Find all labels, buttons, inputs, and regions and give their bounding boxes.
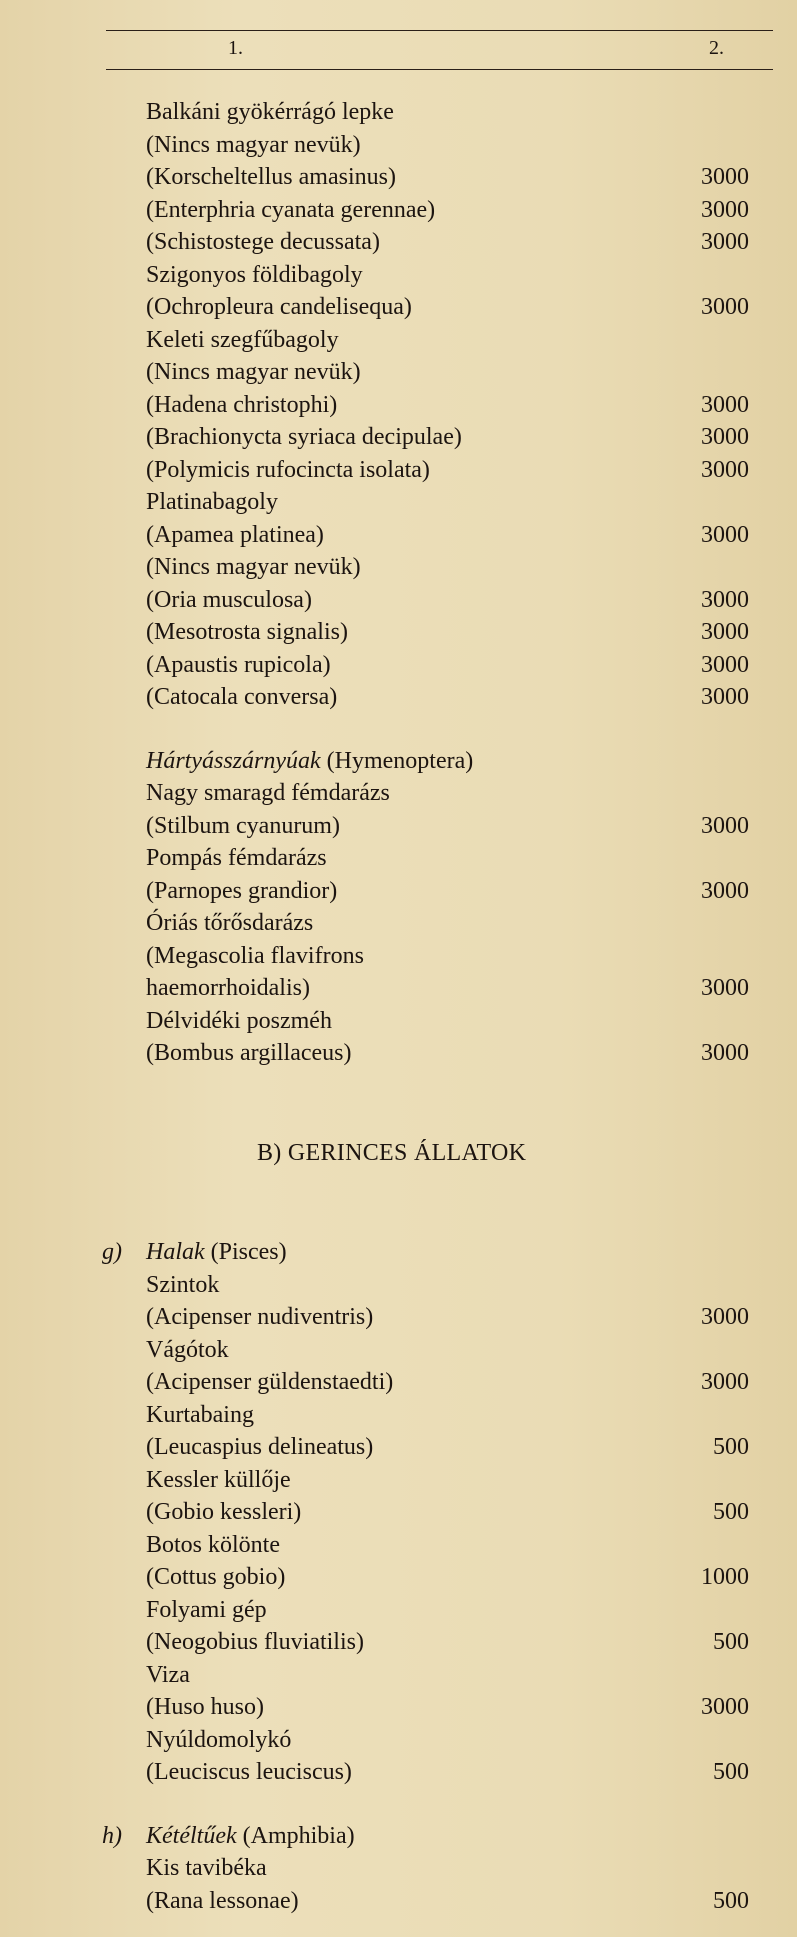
group-name-latin: (Hymenoptera) bbox=[320, 747, 474, 774]
species-value: 3000 bbox=[701, 391, 749, 418]
table-row bbox=[0, 1399, 797, 1432]
table-row bbox=[0, 1659, 797, 1692]
table-row bbox=[0, 1724, 797, 1757]
species-name: (Nincs magyar nevük) bbox=[146, 131, 361, 158]
species-value: 500 bbox=[713, 1759, 749, 1785]
row-spacer bbox=[0, 714, 797, 745]
species-name: Balkáni gyökérrágó lepke bbox=[146, 99, 394, 125]
species-value: 3000 bbox=[701, 196, 749, 223]
species-name: Nyúldomolykó bbox=[146, 1726, 292, 1753]
species-name: (Brachionycta syriaca decipulae) bbox=[146, 424, 462, 450]
table-row bbox=[0, 551, 797, 584]
group-heading bbox=[0, 745, 797, 778]
column-1-header: 1. bbox=[228, 37, 243, 59]
species-name: Keleti szegfűbagoly bbox=[146, 326, 339, 353]
table-row bbox=[0, 1594, 797, 1627]
table-row bbox=[0, 1626, 797, 1659]
species-name: (Ochropleura candelisequa) bbox=[146, 294, 412, 320]
species-name: Nagy smaragd fémdarázs bbox=[146, 780, 390, 806]
species-name: (Polymicis rufocincta isolata) bbox=[146, 456, 430, 483]
table-row bbox=[0, 161, 797, 194]
group-name-latin: (Pisces) bbox=[204, 1239, 287, 1265]
species-name: (Leuciscus leuciscus) bbox=[146, 1759, 352, 1785]
table-row bbox=[0, 356, 797, 389]
species-value: 500 bbox=[713, 1434, 749, 1460]
table-row bbox=[0, 810, 797, 843]
table-row bbox=[0, 842, 797, 875]
species-value: 3000 bbox=[701, 651, 749, 678]
group-name-hungarian: Kétéltűek bbox=[146, 1822, 237, 1849]
group-heading bbox=[0, 1820, 797, 1853]
species-name: haemorrhoidalis) bbox=[146, 975, 310, 1001]
table-row bbox=[0, 1529, 797, 1562]
species-list bbox=[0, 96, 797, 1917]
table-row bbox=[0, 1561, 797, 1594]
species-name: (Nincs magyar nevük) bbox=[146, 359, 361, 385]
section-heading-text: B) GERINCES ÁLLATOK bbox=[257, 1139, 527, 1166]
species-name: Platinabagoly bbox=[146, 489, 278, 515]
species-value: 3000 bbox=[701, 294, 749, 320]
species-name: Kurtabaing bbox=[146, 1401, 254, 1428]
species-name: Szintok bbox=[146, 1271, 220, 1298]
row-spacer bbox=[0, 1070, 797, 1137]
species-name: Délvidéki poszméh bbox=[146, 1007, 332, 1034]
species-name: (Leucaspius delineatus) bbox=[146, 1434, 374, 1460]
species-name: (Korscheltellus amasinus) bbox=[146, 164, 396, 190]
group-name-latin: (Amphibia) bbox=[236, 1822, 355, 1849]
table-row bbox=[0, 129, 797, 162]
row-spacer bbox=[0, 1169, 797, 1236]
table-row bbox=[0, 972, 797, 1005]
table-row bbox=[0, 907, 797, 940]
table-row bbox=[0, 519, 797, 552]
group-letter: h) bbox=[102, 1822, 122, 1849]
species-value: 3000 bbox=[701, 1694, 749, 1720]
table-row bbox=[0, 1852, 797, 1885]
table-row bbox=[0, 584, 797, 617]
table-row bbox=[0, 194, 797, 227]
species-value: 3000 bbox=[701, 619, 749, 645]
section-heading bbox=[0, 1137, 797, 1170]
species-value: 3000 bbox=[701, 812, 749, 839]
species-name: (Catocala conversa) bbox=[146, 684, 338, 710]
species-value: 500 bbox=[713, 1629, 749, 1655]
table-row bbox=[0, 1496, 797, 1529]
table-row bbox=[0, 291, 797, 324]
species-value: 3000 bbox=[701, 164, 749, 190]
species-name: (Stilbum cyanurum) bbox=[146, 812, 340, 839]
table-row bbox=[0, 681, 797, 714]
species-value: 500 bbox=[713, 1887, 749, 1914]
table-row bbox=[0, 259, 797, 292]
table-row bbox=[0, 1756, 797, 1789]
species-name: (Enterphria cyanata gerennae) bbox=[146, 196, 436, 223]
table-header bbox=[106, 30, 773, 70]
species-value: 3000 bbox=[701, 975, 749, 1001]
species-value: 3000 bbox=[701, 1040, 749, 1066]
species-name: (Oria musculosa) bbox=[146, 586, 312, 613]
species-name: (Rana lessonae) bbox=[146, 1887, 299, 1914]
species-name: (Megascolia flavifrons bbox=[146, 942, 364, 969]
group-heading bbox=[0, 1236, 797, 1269]
table-row bbox=[0, 875, 797, 908]
group-name bbox=[146, 1236, 287, 1269]
group-name bbox=[146, 1820, 355, 1853]
table-row bbox=[0, 649, 797, 682]
table-row bbox=[0, 421, 797, 454]
species-name: Óriás tőrősdarázs bbox=[146, 910, 314, 936]
species-name: (Bombus argillaceus) bbox=[146, 1040, 352, 1066]
species-value: 1000 bbox=[701, 1564, 749, 1590]
species-name: Szigonyos földibagoly bbox=[146, 261, 363, 288]
table-row bbox=[0, 940, 797, 973]
species-name: (Apamea platinea) bbox=[146, 521, 324, 548]
table-row bbox=[0, 1431, 797, 1464]
table-row bbox=[0, 1885, 797, 1918]
table-row bbox=[0, 1269, 797, 1302]
species-name: Vágótok bbox=[146, 1336, 229, 1363]
group-name-hungarian: Halak bbox=[146, 1239, 205, 1265]
species-value: 500 bbox=[713, 1499, 749, 1525]
species-value: 3000 bbox=[701, 586, 749, 613]
table-row bbox=[0, 777, 797, 810]
species-name: Botos kölönte bbox=[146, 1531, 281, 1558]
table-row bbox=[0, 454, 797, 487]
species-name: (Hadena christophi) bbox=[146, 391, 338, 418]
species-name: (Acipenser güldenstaedti) bbox=[146, 1369, 394, 1395]
species-name: Kessler küllője bbox=[146, 1466, 291, 1493]
species-name: (Gobio kessleri) bbox=[146, 1499, 302, 1525]
species-name: (Cottus gobio) bbox=[146, 1564, 286, 1590]
table-row bbox=[0, 324, 797, 357]
table-row bbox=[0, 226, 797, 259]
species-name: (Neogobius fluviatilis) bbox=[146, 1629, 364, 1655]
species-value: 3000 bbox=[701, 521, 749, 548]
species-value: 3000 bbox=[701, 424, 749, 450]
table-row bbox=[0, 1301, 797, 1334]
table-row bbox=[0, 1037, 797, 1070]
table-row bbox=[0, 1464, 797, 1497]
species-name: (Acipenser nudiventris) bbox=[146, 1304, 374, 1330]
species-value: 3000 bbox=[701, 877, 749, 904]
species-value: 3000 bbox=[701, 1369, 749, 1395]
table-row bbox=[0, 1005, 797, 1038]
species-name: (Nincs magyar nevük) bbox=[146, 554, 361, 580]
row-spacer bbox=[0, 1789, 797, 1820]
species-value: 3000 bbox=[701, 684, 749, 710]
species-value: 3000 bbox=[701, 456, 749, 483]
species-name: (Apaustis rupicola) bbox=[146, 651, 331, 678]
table-row bbox=[0, 389, 797, 422]
group-name-hungarian: Hártyásszárnyúak bbox=[146, 747, 321, 774]
species-name: Pompás fémdarázs bbox=[146, 845, 327, 871]
species-value: 3000 bbox=[701, 1304, 749, 1330]
column-2-header: 2. bbox=[709, 37, 724, 59]
species-name: Kis tavibéka bbox=[146, 1855, 267, 1881]
group-name bbox=[146, 745, 473, 778]
table-row bbox=[0, 486, 797, 519]
species-name: (Mesotrosta signalis) bbox=[146, 619, 348, 645]
group-letter: g) bbox=[102, 1239, 122, 1265]
table-row bbox=[0, 1691, 797, 1724]
species-name: (Schistostege decussata) bbox=[146, 229, 380, 255]
species-name: (Parnopes grandior) bbox=[146, 877, 338, 904]
species-name: Folyami gép bbox=[146, 1596, 267, 1623]
species-name: Viza bbox=[146, 1661, 190, 1688]
table-row bbox=[0, 616, 797, 649]
table-row bbox=[0, 96, 797, 129]
species-name: (Huso huso) bbox=[146, 1694, 264, 1720]
table-row bbox=[0, 1366, 797, 1399]
species-value: 3000 bbox=[701, 229, 749, 255]
table-row bbox=[0, 1334, 797, 1367]
